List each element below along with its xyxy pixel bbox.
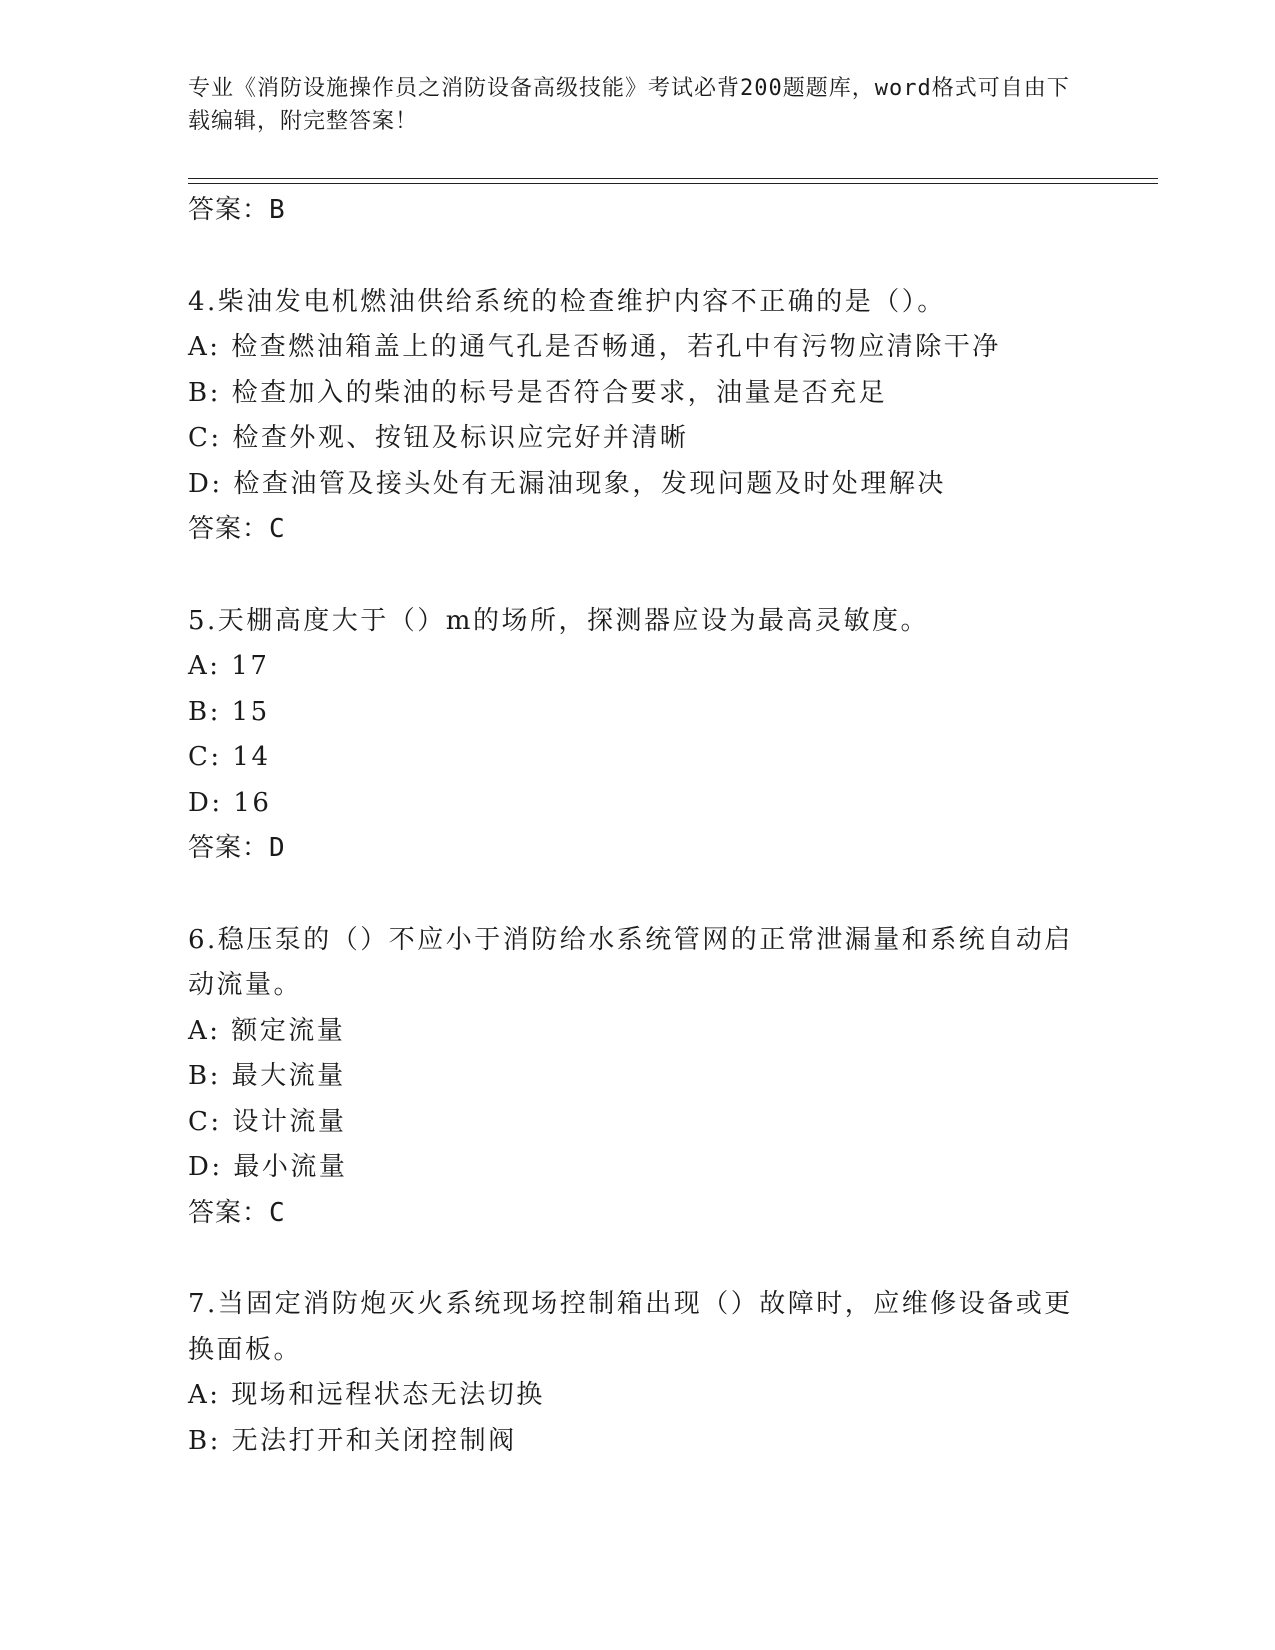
question-stem: 6.稳压泵的（）不应小于消防给水系统管网的正常泄漏量和系统自动启动流量。 [188,924,1073,1000]
option-b: B: 无法打开和关闭控制阀 [188,1425,517,1456]
spacer [188,872,1088,918]
question-block-5 [188,599,1088,872]
question-stem: 5.天棚高度大于（）m的场所，探测器应设为最高灵敏度。 [188,605,929,636]
option-c: C: 设计流量 [188,1106,347,1137]
header-divider-top [188,178,1158,179]
option-a: A: 现场和远程状态无法切换 [188,1380,545,1410]
option-a: A: 检查燃油箱盖上的通气孔是否畅通，若孔中有污物应清除干净 [188,332,1001,362]
answer-line-q3: 答案：B [188,195,286,225]
question-block-6 [188,918,1088,1237]
option-d: D: 16 [188,787,272,818]
answer-line: 答案：C [188,514,286,544]
option-a: A: 17 [188,651,270,681]
answer-line: 答案：C [188,1197,286,1228]
spacer [188,1236,1088,1282]
question-stem: 7.当固定消防炮灭火系统现场控制箱出现（）故障时，应维修设备或更换面板。 [188,1289,1073,1365]
question-block-7 [188,1282,1088,1464]
option-b: B: 检查加入的柴油的标号是否符合要求，油量是否充足 [188,377,888,408]
header-divider-bottom [188,183,1158,184]
question-stem: 4.柴油发电机燃油供给系统的检查维护内容不正确的是（）。 [188,286,946,317]
option-d: D: 最小流量 [188,1152,348,1182]
option-a: A: 额定流量 [188,1015,346,1046]
question-block-4 [188,280,1088,553]
spacer [188,234,1088,280]
answer-line: 答案：D [188,833,286,863]
document-header: 专业《消防设施操作员之消防设备高级技能》考试必背200题题库，word格式可自由下载编辑，附完整答案！ [188,76,1070,134]
document-body [188,188,1088,1464]
option-b: B: 15 [188,696,270,727]
spacer [188,553,1088,599]
option-c: C: 检查外观、按钮及标识应完好并清晰 [188,423,689,453]
option-d: D: 检查油管及接头处有无漏油现象，发现问题及时处理解决 [188,468,946,499]
option-b: B: 最大流量 [188,1061,346,1091]
option-c: C: 14 [188,742,271,772]
